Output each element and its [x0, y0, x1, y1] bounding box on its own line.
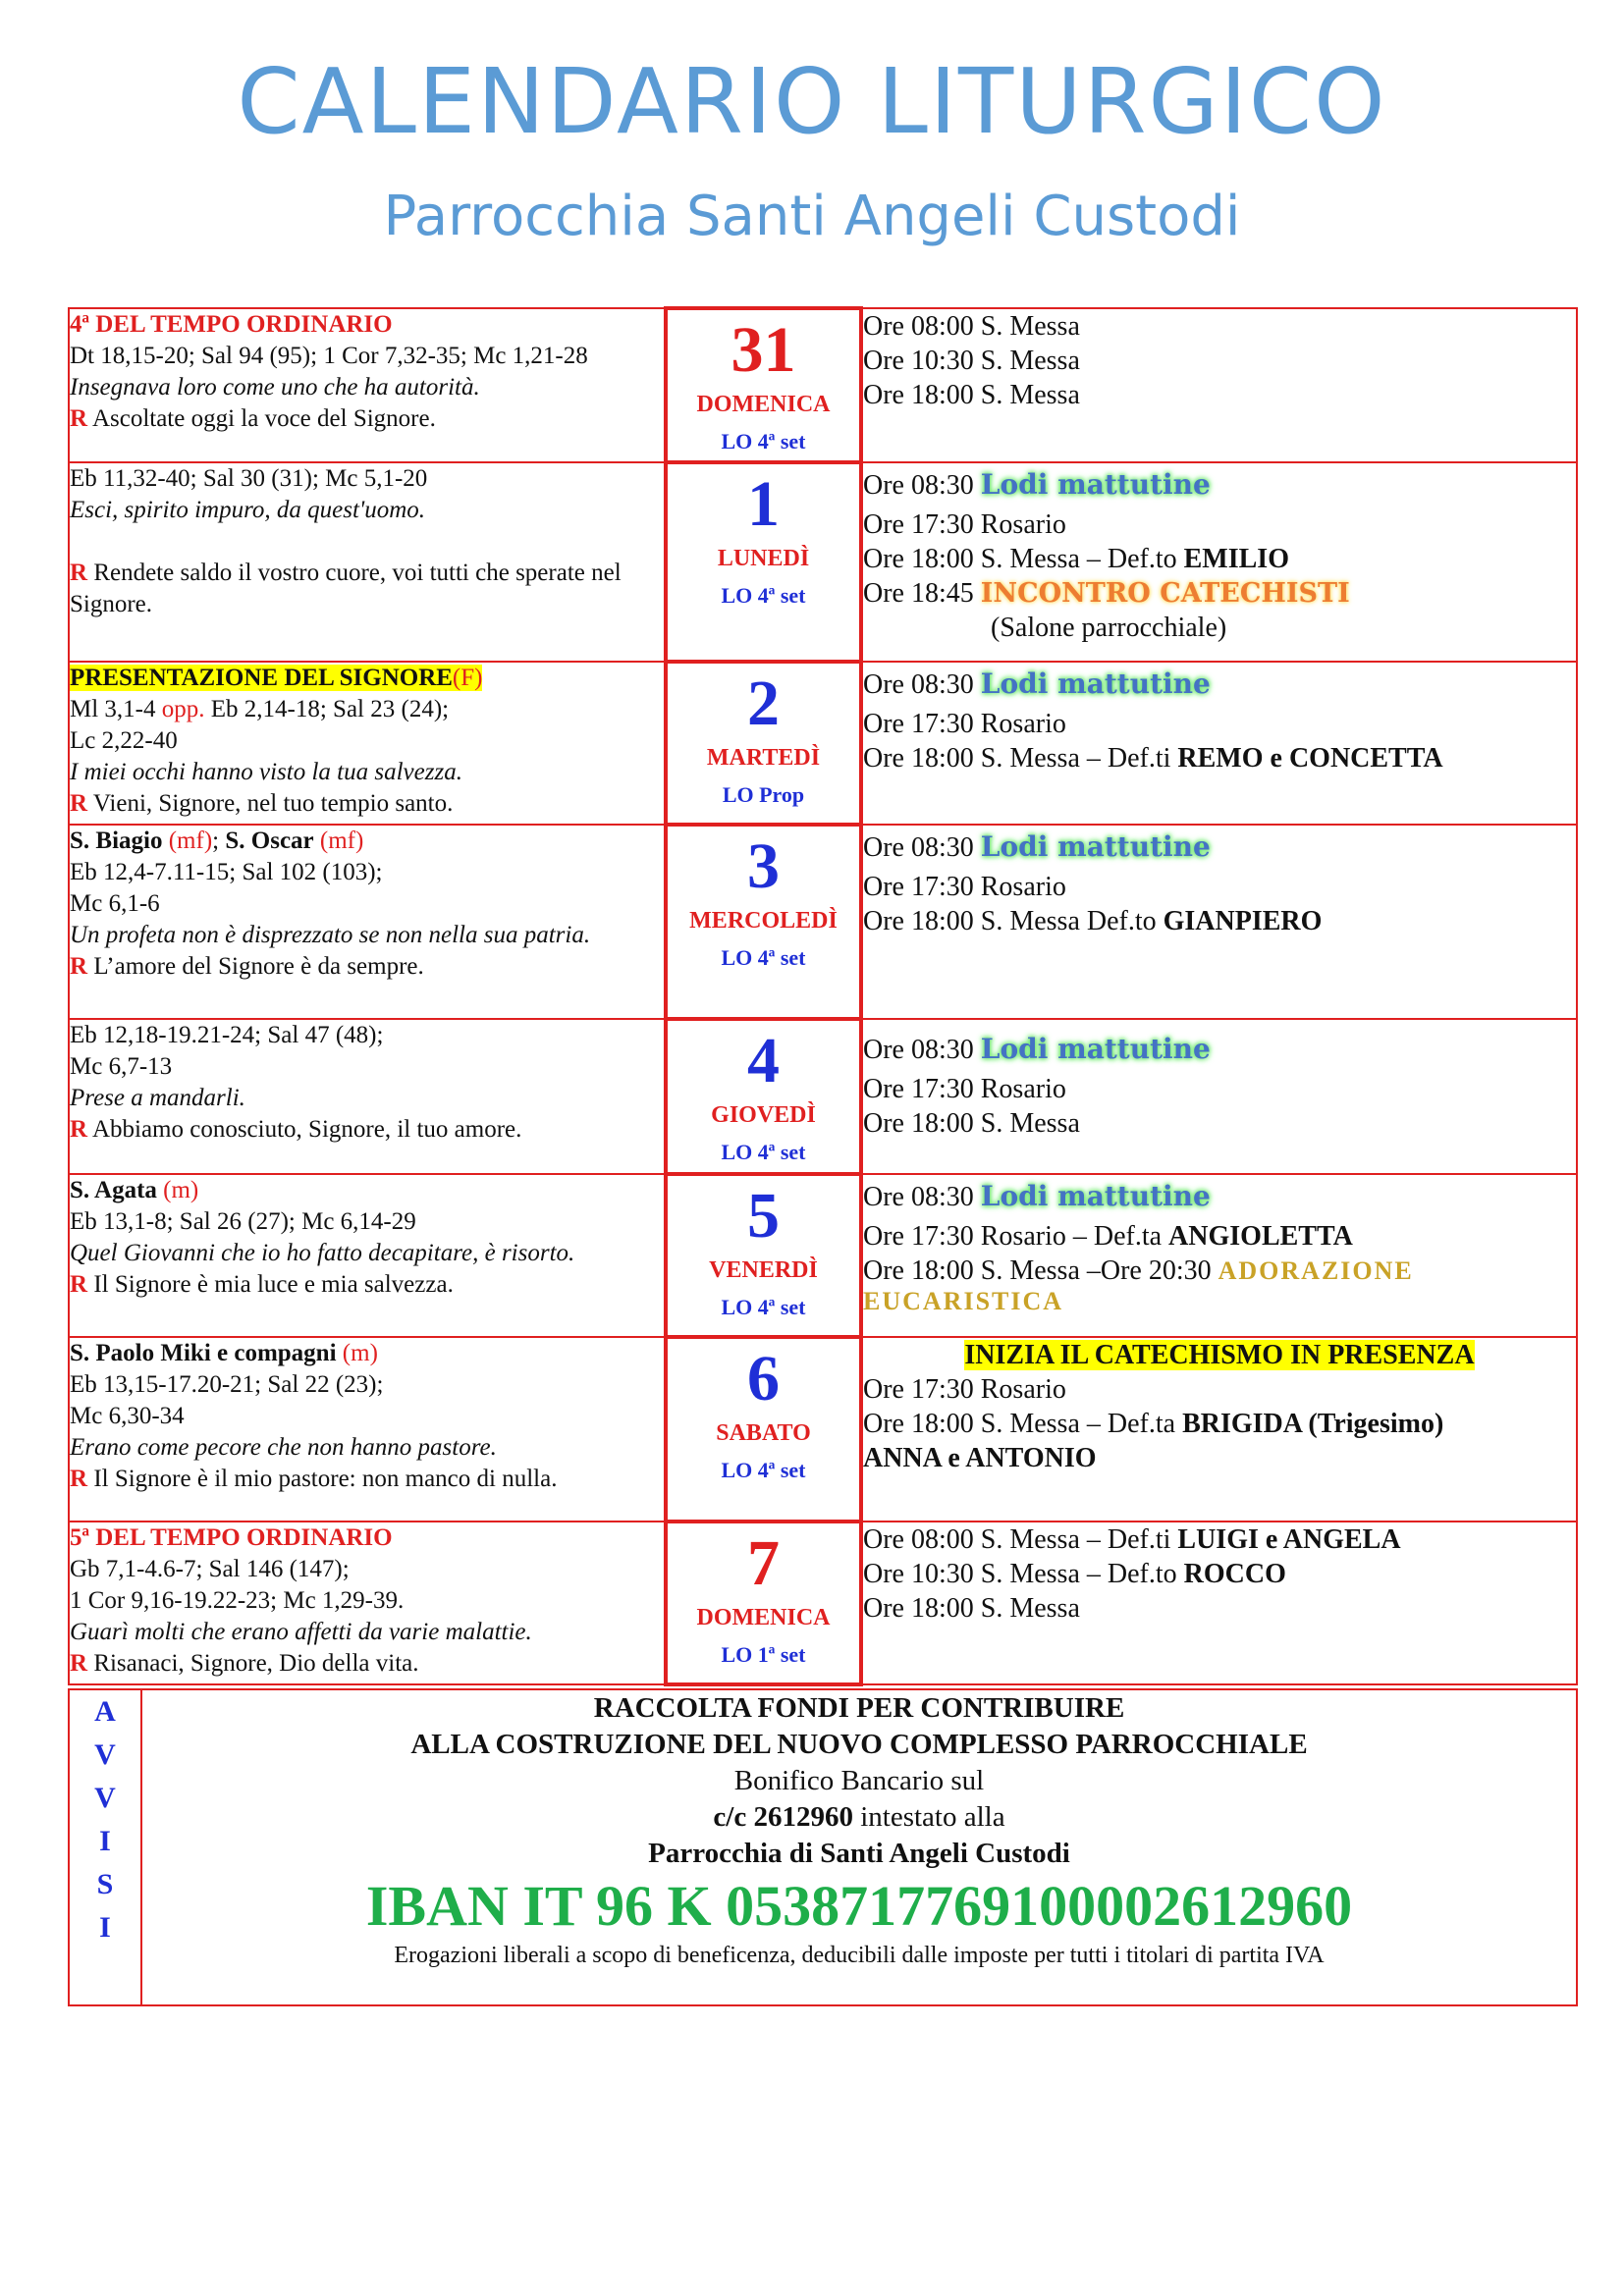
day-row-2 — [69, 662, 1577, 825]
day-number: 2 — [747, 667, 780, 739]
reading-refs: Mc 6,1-6 — [70, 890, 160, 917]
day-name: SABATO — [716, 1420, 811, 1446]
schedule-cell — [861, 662, 1577, 825]
day-number: 3 — [747, 830, 780, 902]
schedule-item: Ore 08:00 S. Messa — [863, 311, 1080, 342]
gospel-quote: Un profeta non è disprezzato se non nella sua patria. — [70, 922, 591, 948]
fundraising-notice — [141, 1689, 1577, 2005]
saint-title: S. Paolo Miki e compagni (m) — [70, 1340, 378, 1366]
schedule-item: Ore 17:30 Rosario — [863, 1374, 1066, 1405]
adorazione-label: EUCARISTICA — [863, 1287, 1064, 1315]
saint-title: S. Agata (m) — [70, 1177, 199, 1203]
reading-refs: Lc 2,22-40 — [70, 727, 178, 754]
bank-account: c/c 2612960 intestato alla — [713, 1801, 1005, 1833]
psalm-response: R Vieni, Signore, nel tuo tempio santo. — [70, 790, 454, 817]
schedule-item: Ore 10:30 S. Messa – Def.to ROCCO — [863, 1559, 1286, 1589]
reading-refs: Eb 12,18-19.21-24; Sal 47 (48); — [70, 1022, 384, 1048]
reading-refs: Eb 11,32-40; Sal 30 (31); Mc 5,1-20 — [70, 465, 428, 492]
liturgy-hours: LO Prop — [722, 782, 805, 807]
day-cell — [666, 662, 861, 825]
day-cell — [666, 462, 861, 662]
reading-refs: Ml 3,1-4 opp. Eb 2,14-18; Sal 23 (24); — [70, 696, 450, 722]
fund-line: RACCOLTA FONDI PER CONTRIBUIRE — [593, 1692, 1125, 1724]
reading-refs: Eb 13,15-17.20-21; Sal 22 (23); — [70, 1371, 384, 1398]
incontro-highlight: INCONTRO CATECHISTI — [980, 578, 1350, 609]
tax-note: Erogazioni liberali a scopo di beneficenza, deducibili dalle imposte per tutti i titolari di partita IVA — [394, 1943, 1325, 1968]
day-cell — [666, 308, 861, 462]
gospel-quote: Erano come pecore che non hanno pastore. — [70, 1434, 497, 1461]
lodi-highlight: Lodi mattutine — [980, 468, 1211, 501]
avvisi-label: A V V I S I — [69, 1689, 141, 2005]
fund-line: Parrocchia di Santi Angeli Custodi — [648, 1838, 1070, 1869]
reading-refs: Eb 13,1-8; Sal 26 (27); Mc 6,14-29 — [70, 1208, 416, 1235]
schedule-item: (Salone parrocchiale) — [991, 613, 1227, 643]
schedule-item: Ore 18:00 S. Messa – Def.ta BRIGIDA (Trigesimo) — [863, 1409, 1444, 1439]
day-number: 5 — [747, 1180, 780, 1252]
day-cell — [666, 1019, 861, 1174]
schedule-item: Ore 18:00 S. Messa Def.to GIANPIERO — [863, 906, 1323, 936]
feast-title: PRESENTAZIONE DEL SIGNORE — [70, 665, 453, 691]
psalm-response: R Il Signore è mia luce e mia salvezza. — [70, 1271, 454, 1298]
psalm-response: R L’amore del Signore è da sempre. — [70, 953, 424, 980]
schedule-item: Ore 18:00 S. Messa — [863, 1593, 1080, 1624]
iban-code: IBAN IT 96 K 0538717769100002612960 — [365, 1874, 1353, 1938]
day-row-7 — [69, 1522, 1577, 1684]
day-name: LUNEDÌ — [717, 546, 810, 571]
schedule-item: Ore 17:30 Rosario — [863, 1074, 1066, 1104]
readings-cell — [69, 1522, 666, 1684]
readings-cell — [69, 825, 666, 1019]
reading-refs: Dt 18,15-20; Sal 94 (95); 1 Cor 7,32-35; Mc 1,21-28 — [70, 343, 588, 369]
reading-refs: Eb 12,4-7.11-15; Sal 102 (103); — [70, 859, 383, 885]
schedule-item: Ore 17:30 Rosario — [863, 509, 1066, 540]
page-subtitle: Parrocchia Santi Angeli Custodi — [383, 185, 1241, 248]
schedule-item: Ore 18:00 S. Messa – Def.ti REMO e CONCETTA — [863, 743, 1443, 774]
avvisi-table — [68, 1688, 1578, 2006]
day-name: GIOVEDÌ — [711, 1102, 816, 1128]
day-row-5 — [69, 1174, 1577, 1337]
day-cell — [666, 1337, 861, 1522]
day-number: 6 — [747, 1343, 780, 1415]
day-name: DOMENICA — [696, 1605, 831, 1630]
readings-cell: PRESENTAZIONE DEL SIGNORE(F) Ml 3,1-4 opp. Eb 2,14-18; Sal 23 (24); Lc 2,22-40 I miei occhi hanno visto la tua salvezza. R Vieni, Signore, nel tuo tempio santo. — [69, 662, 666, 825]
schedule-item: Ore 08:30 Lodi mattutine — [863, 667, 1211, 700]
psalm-response: R Abbiamo conosciuto, Signore, il tuo amore. — [70, 1116, 522, 1143]
schedule-item: Ore 18:00 S. Messa –Ore 20:30 ADORAZIONE — [863, 1255, 1414, 1286]
day-number: 1 — [747, 468, 780, 540]
lodi-highlight: Lodi mattutine — [980, 667, 1211, 700]
day-name: DOMENICA — [696, 392, 831, 417]
schedule-cell — [861, 1337, 1577, 1522]
liturgy-hours: LO 4ª set — [721, 1140, 806, 1164]
schedule-item: Ore 18:00 S. Messa — [863, 1108, 1080, 1139]
day-number: 7 — [747, 1527, 780, 1599]
schedule-item: Ore 18:00 S. Messa — [863, 380, 1080, 410]
schedule-item: Ore 10:30 S. Messa — [863, 346, 1080, 376]
schedule-item: Ore 17:30 Rosario — [863, 872, 1066, 902]
liturgy-hours: LO 4ª set — [721, 945, 806, 970]
readings-cell — [69, 1174, 666, 1337]
schedule-item: Ore 17:30 Rosario — [863, 709, 1066, 739]
gospel-quote: I miei occhi hanno visto la tua salvezza. — [70, 759, 462, 785]
liturgy-hours: LO 4ª set — [721, 1295, 806, 1319]
lodi-highlight: Lodi mattutine — [980, 1180, 1211, 1212]
schedule-cell — [861, 308, 1577, 462]
day-row-6 — [69, 1337, 1577, 1522]
schedule-item: Ore 18:45 INCONTRO CATECHISTI — [863, 578, 1350, 609]
schedule-item: Ore 08:30 Lodi mattutine — [863, 468, 1211, 501]
fund-line: Bonifico Bancario sul — [733, 1765, 985, 1796]
psalm-response: R Rendete saldo il vostro cuore, voi tutti che sperate nel Signore. — [70, 560, 622, 617]
lodi-highlight: Lodi mattutine — [980, 830, 1211, 863]
readings-cell — [69, 1019, 666, 1174]
day-row-4 — [69, 1019, 1577, 1174]
reading-refs: Mc 6,30-34 — [70, 1403, 185, 1429]
saint-title: S. Biagio (mf); S. Oscar (mf) — [70, 828, 364, 854]
schedule-item: Ore 18:00 S. Messa – Def.to EMILIO — [863, 544, 1289, 574]
catechism-notice: INIZIA IL CATECHISMO IN PRESENZA — [964, 1340, 1475, 1370]
gospel-quote: Esci, spirito impuro, da quest'uomo. — [70, 497, 426, 523]
schedule-item: Ore 08:00 S. Messa – Def.ti LUIGI e ANGELA — [863, 1524, 1401, 1555]
psalm-response: R Il Signore è il mio pastore: non manco di nulla. — [70, 1466, 558, 1492]
day-cell — [666, 825, 861, 1019]
gospel-quote: Prese a mandarli. — [70, 1085, 245, 1111]
gospel-quote: Guarì molti che erano affetti da varie malattie. — [70, 1619, 532, 1645]
day-row-31 — [69, 308, 1577, 462]
gospel-quote: Quel Giovanni che io ho fatto decapitare, è risorto. — [70, 1240, 575, 1266]
feast-title: 4ª DEL TEMPO ORDINARIO — [70, 311, 393, 338]
schedule-cell — [861, 1522, 1577, 1684]
readings-cell — [69, 308, 666, 462]
psalm-response: R Risanaci, Signore, Dio della vita. — [70, 1650, 419, 1677]
schedule-item: Ore 08:30 Lodi mattutine — [863, 1180, 1211, 1212]
day-name: MERCOLEDÌ — [689, 908, 838, 934]
schedule-item: ANNA e ANTONIO — [863, 1443, 1097, 1473]
liturgy-hours: LO 1ª set — [721, 1642, 806, 1667]
day-name: VENERDÌ — [709, 1257, 818, 1283]
schedule-item: Ore 08:30 Lodi mattutine — [863, 1033, 1211, 1065]
feast-title: 5ª DEL TEMPO ORDINARIO — [70, 1524, 393, 1551]
day-cell — [666, 1522, 861, 1684]
reading-refs: Gb 7,1-4.6-7; Sal 146 (147); — [70, 1556, 350, 1582]
adorazione-label: ADORAZIONE — [1218, 1256, 1414, 1285]
page-title: CALENDARIO LITURGICO — [237, 49, 1387, 154]
schedule-cell — [861, 1019, 1577, 1174]
schedule-cell — [861, 1174, 1577, 1337]
reading-refs: Mc 6,7-13 — [70, 1053, 173, 1080]
fund-line: ALLA COSTRUZIONE DEL NUOVO COMPLESSO PARROCCHIALE — [410, 1729, 1308, 1760]
liturgy-hours: LO 4ª set — [721, 1458, 806, 1482]
liturgy-hours: LO 4ª set — [721, 583, 806, 608]
schedule-item: Ore 08:30 Lodi mattutine — [863, 830, 1211, 863]
day-number: 4 — [747, 1025, 780, 1096]
psalm-response: R Ascoltate oggi la voce del Signore. — [70, 405, 436, 432]
schedule-cell — [861, 462, 1577, 662]
schedule-item: Ore 17:30 Rosario – Def.ta ANGIOLETTA — [863, 1221, 1353, 1252]
day-name: MARTEDÌ — [706, 745, 821, 771]
liturgy-hours: LO 4ª set — [721, 429, 806, 454]
reading-refs: 1 Cor 9,16-19.22-23; Mc 1,29-39. — [70, 1587, 405, 1614]
day-number: 31 — [731, 314, 796, 386]
day-row-1 — [69, 462, 1577, 662]
day-row-3 — [69, 825, 1577, 1019]
day-cell — [666, 1174, 861, 1337]
calendar-table — [68, 306, 1578, 1686]
readings-cell — [69, 1337, 666, 1522]
readings-cell — [69, 462, 666, 662]
lodi-highlight: Lodi mattutine — [980, 1033, 1211, 1065]
gospel-quote: Insegnava loro come uno che ha autorità. — [70, 374, 480, 400]
schedule-cell — [861, 825, 1577, 1019]
